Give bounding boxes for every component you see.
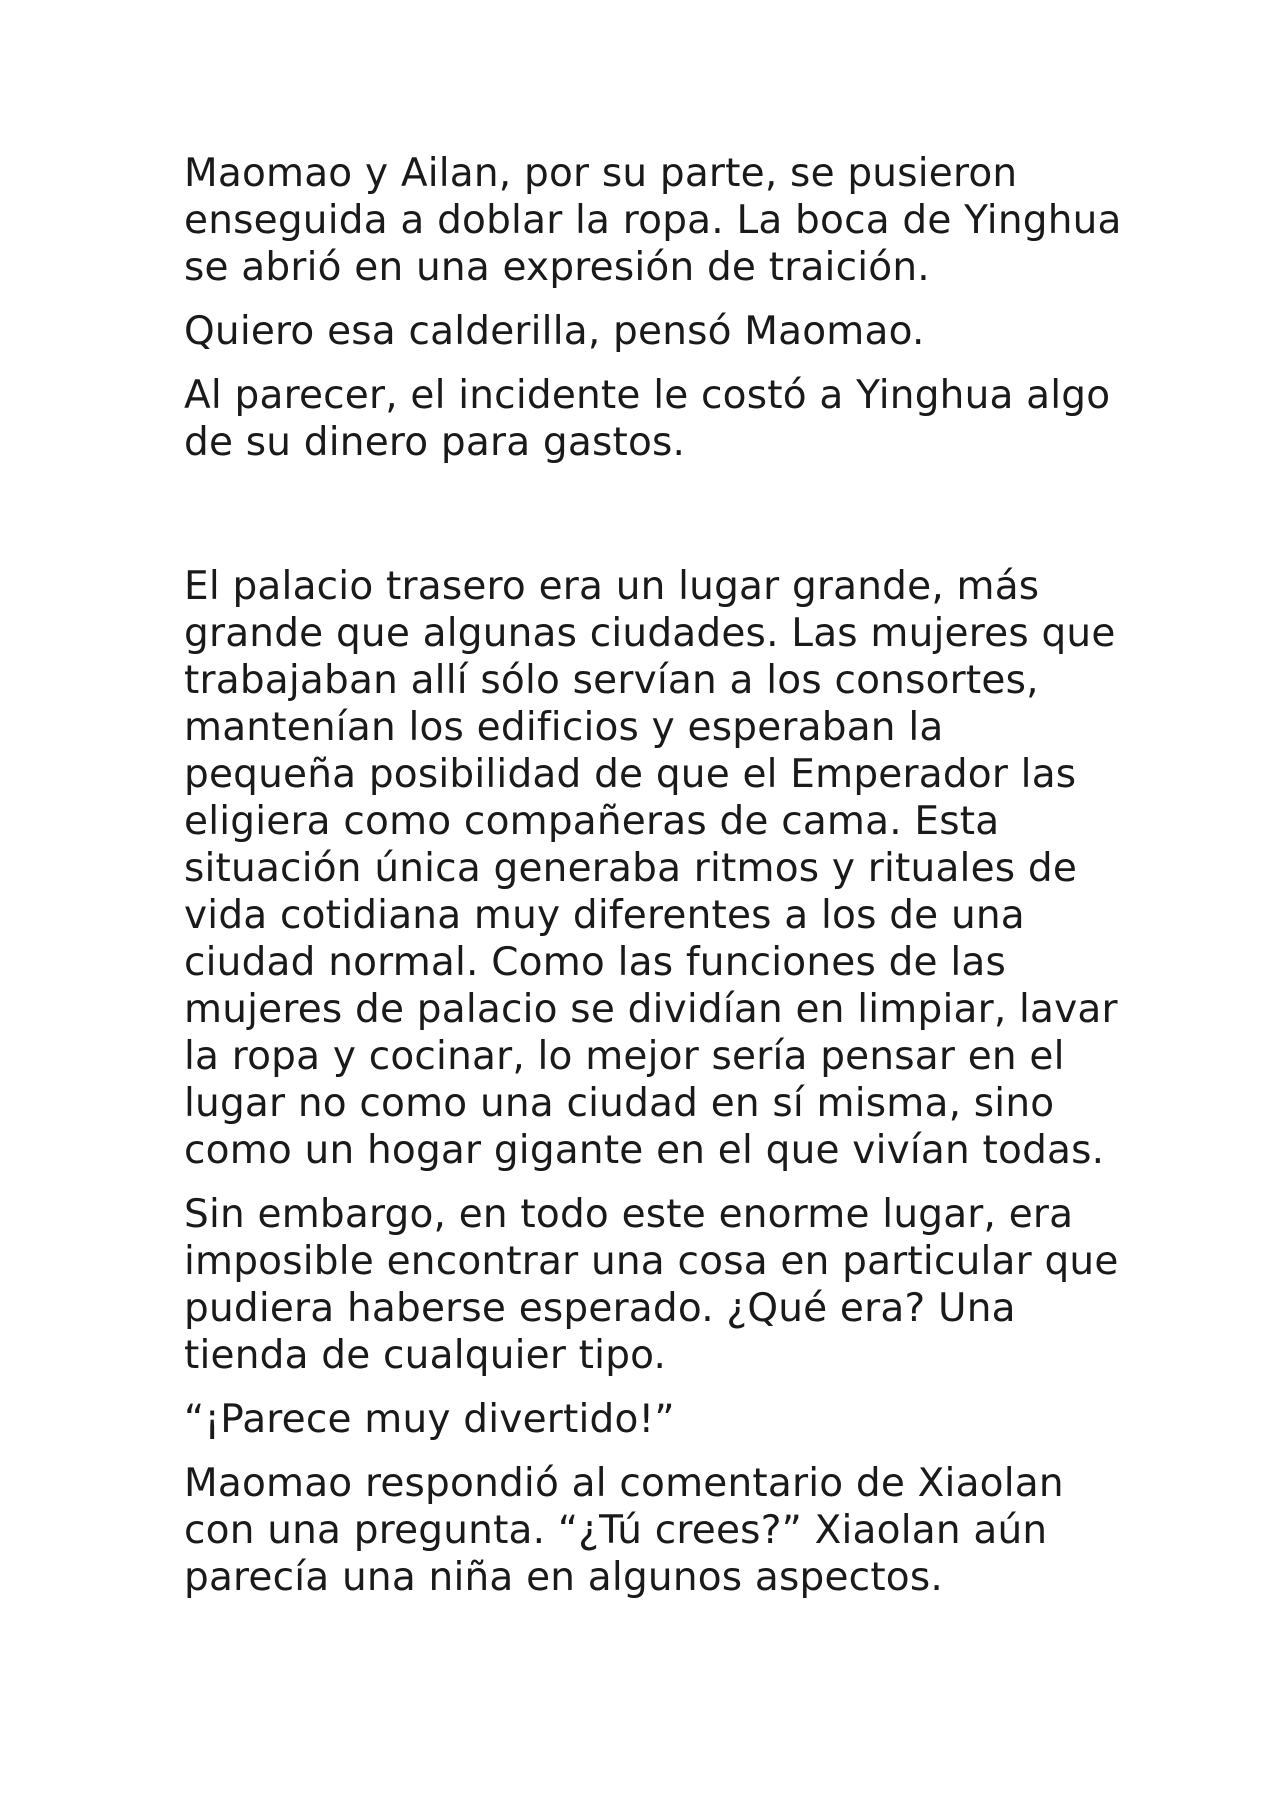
paragraph-4: El palacio trasero era un lugar grande, más grande que algunas ciudades. Las mujeres que trabajaban allí sólo servían a los consortes, mantenían los edificios y esperaban la pequeña posibilidad de que el Emperador las eligiera como compañeras de cama. Esta situación única generaba ritmos y rituales de vida cotidiana muy diferentes a los de una ciudad normal. Como las funciones de las mujeres de palacio se dividían en limpiar, lavar la ropa y cocinar, lo mejor sería pensar en el lugar no como una ciudad en sí misma, sino como un hogar gigante en el que vivían todas.: [184, 564, 1118, 1173]
paragraph-7: Maomao respondió al comentario de Xiaolan con una pregunta. “¿Tú crees?” Xiaolan aún parecía una niña en algunos aspectos.: [184, 1461, 1064, 1600]
paragraph-3: Al parecer, el incidente le costó a Yinghua algo de su dinero para gastos.: [184, 373, 1111, 465]
paragraph-5: Sin embargo, en todo este enorme lugar, era imposible encontrar una cosa en particular que pudiera haberse esperado. ¿Qué era? Una tienda de cualquier tipo.: [184, 1192, 1119, 1378]
paragraph-6: “¡Parece muy divertido!”: [184, 1397, 675, 1442]
paragraph-2: Quiero esa calderilla, pensó Maomao.: [184, 309, 925, 354]
paragraph-1: Maomao y Ailan, por su parte, se pusieron enseguida a doblar la ropa. La boca de Yinghua se abrió en una expresión de traición.: [184, 151, 1122, 290]
document-page: [184, 150, 1124, 1618]
scene-break: [184, 483, 1124, 563]
